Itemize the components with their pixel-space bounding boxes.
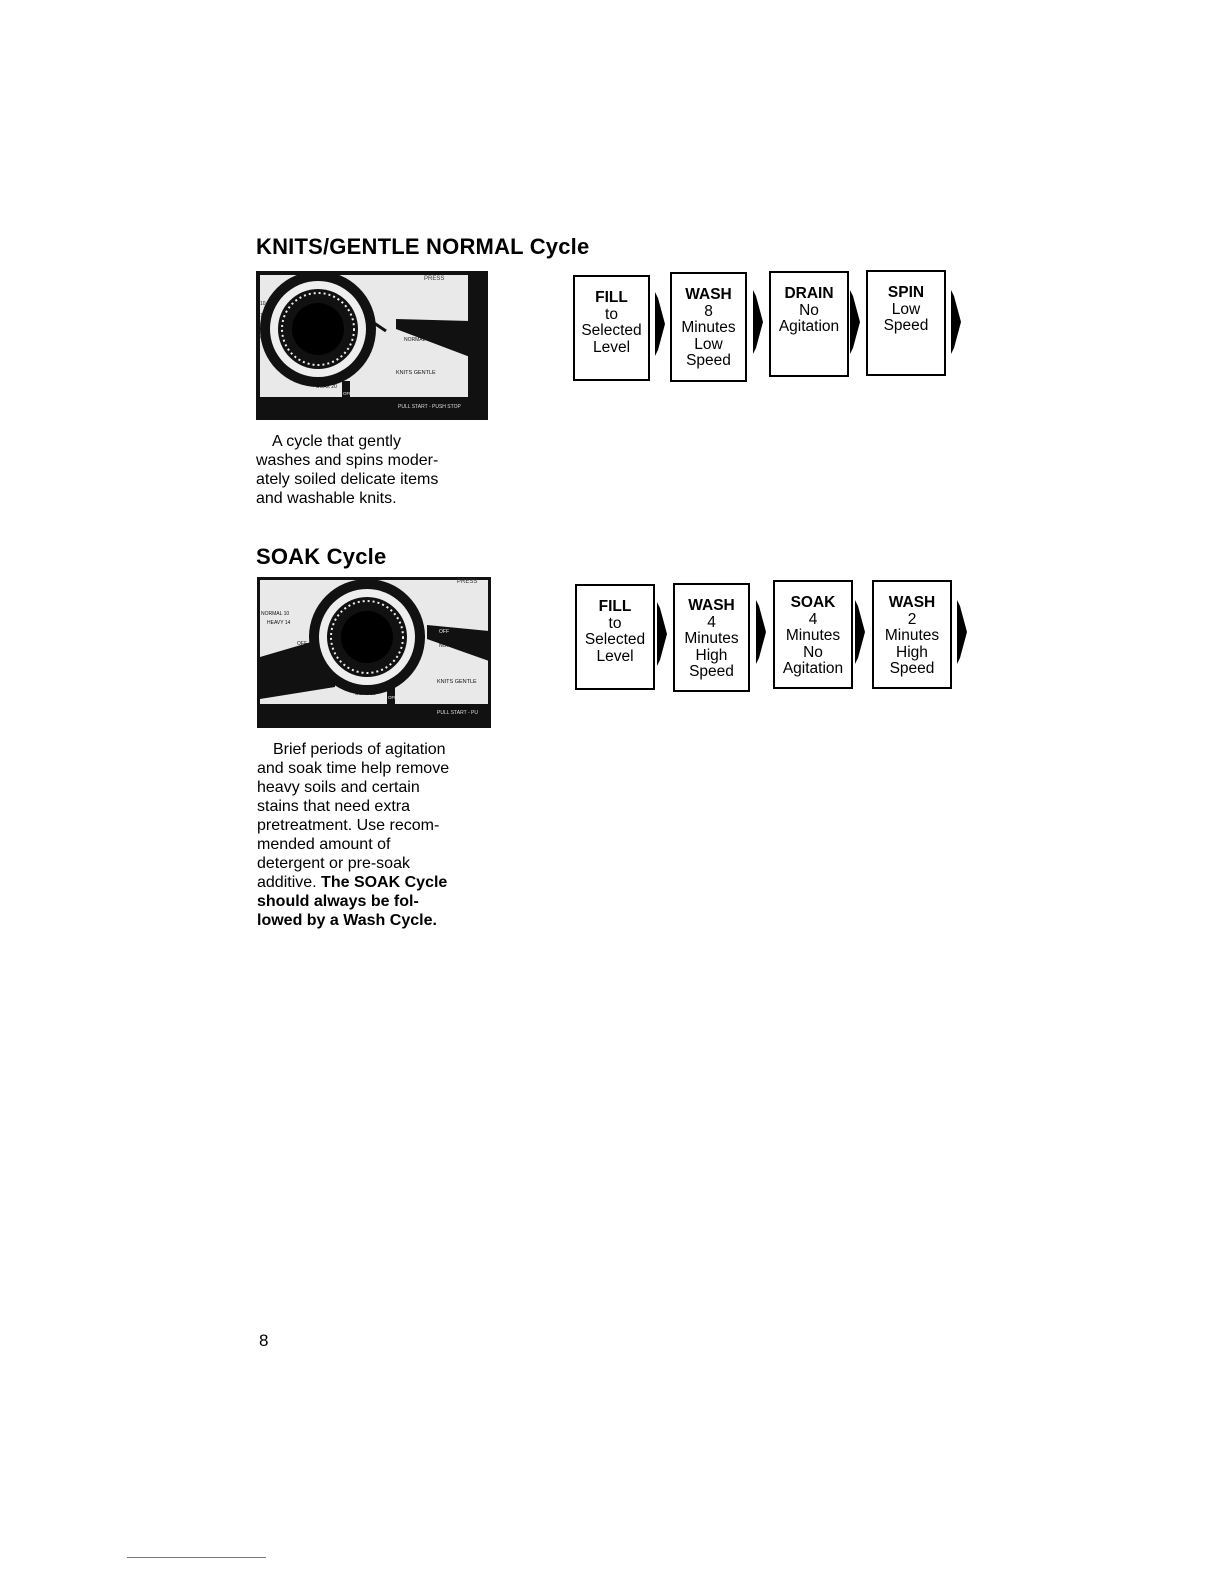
section-title-soak: SOAK Cycle — [256, 544, 387, 569]
step-line: Speed — [883, 317, 929, 334]
knits-gentle-description — [256, 432, 492, 508]
step-line: 4 — [808, 610, 818, 628]
dial-right-label-1: NORMAL — [404, 337, 426, 343]
step-line: Minutes — [785, 627, 841, 644]
arrow-right-icon — [654, 292, 666, 356]
description-bold-line: lowed by a Wash Cycle. — [257, 912, 437, 929]
description-line: A cycle that gently — [272, 433, 401, 450]
dial-left-label-1: 10 — [260, 301, 266, 307]
step-line: Agitation — [778, 318, 840, 335]
step-line: 4 — [707, 613, 716, 631]
description-line: stains that need extra — [257, 798, 410, 815]
description-line: additive. — [257, 874, 317, 891]
description-bold-line: The SOAK Cycle — [321, 874, 448, 891]
dial-left-label-3: OFF — [297, 641, 307, 647]
step-box — [872, 580, 952, 689]
description-bold-line: should always be fol- — [257, 893, 419, 910]
step-line: Level — [596, 647, 634, 665]
step-title: WASH — [888, 594, 936, 611]
step-line: 8 — [704, 302, 713, 320]
step-line: Minutes — [681, 319, 736, 336]
dial-right-label-1: OFF — [439, 629, 449, 635]
step-line: Minutes — [884, 627, 940, 644]
step-title: SPIN — [887, 284, 925, 301]
dial-soak-label: SOAK 20 — [355, 691, 376, 697]
step-box — [673, 583, 750, 692]
description-line: heavy soils and certain — [257, 779, 420, 796]
arrow-right-icon — [956, 600, 968, 664]
arrow-right-icon — [854, 600, 866, 664]
dial-left-label-2: 14 — [260, 313, 266, 319]
description-line: washes and spins moder- — [256, 452, 439, 469]
step-line: Speed — [889, 660, 935, 677]
step-line: Agitation — [782, 660, 844, 677]
step-title: WASH — [685, 286, 732, 303]
step-box — [773, 580, 853, 689]
section-title-knits-gentle: KNITS/GENTLE NORMAL Cycle — [256, 234, 590, 259]
step-box — [866, 270, 946, 376]
step-line: No — [799, 301, 819, 319]
dial-left-label-2: HEAVY 14 — [267, 620, 291, 626]
step-line: Selected — [581, 322, 642, 339]
arrow-right-icon — [849, 290, 861, 354]
arrow-right-icon — [656, 602, 668, 666]
description-line: and soak time help remove — [257, 760, 450, 777]
step-box — [575, 584, 655, 690]
soak-dial-illustration — [257, 577, 491, 728]
description-line: and washable knits. — [256, 490, 397, 507]
step-line: High — [695, 646, 728, 664]
description-line: ately soiled delicate items — [256, 471, 439, 488]
description-line: Brief periods of agitation — [273, 741, 446, 758]
dial-off-label: OFF — [388, 695, 397, 700]
dial-left-label-1: NORMAL 10 — [261, 611, 290, 617]
step-line: Speed — [689, 663, 734, 680]
description-line: mended amount of — [257, 836, 391, 853]
step-box — [670, 272, 747, 382]
soak-description — [257, 740, 497, 930]
dial-top-label: PRESS — [424, 276, 445, 282]
step-box — [769, 271, 849, 377]
step-line: to — [608, 614, 622, 632]
step-line: Selected — [584, 631, 646, 648]
dial-top-label: PRESS — [457, 579, 478, 585]
step-title: FILL — [595, 289, 628, 306]
step-line: No — [803, 643, 823, 661]
step-line: Low — [694, 335, 723, 353]
footer-rule — [127, 1557, 266, 1558]
step-line: 2 — [907, 610, 917, 628]
step-box — [573, 275, 650, 381]
dial-off-label: OFF — [343, 391, 352, 396]
dial-right-label-2: KNITS GENTLE — [396, 370, 436, 376]
step-title: DRAIN — [784, 285, 834, 302]
step-line: Minutes — [684, 630, 739, 647]
dial-right-label-3: KNITS GENTLE — [437, 679, 477, 685]
arrow-right-icon — [755, 600, 767, 664]
description-line: pretreatment. Use recom- — [257, 817, 440, 834]
step-line: High — [896, 643, 928, 661]
description-line: detergent or pre-soak — [257, 855, 410, 872]
arrow-right-icon — [950, 290, 962, 354]
arrow-right-icon — [752, 290, 764, 354]
step-line: to — [605, 305, 618, 323]
dial-soak-label: SOAK 20 — [316, 384, 337, 390]
page-number: 8 — [259, 1331, 269, 1350]
dial-bottom-label: PULL START - PUSH STOP — [398, 404, 461, 410]
dial-left-label-3: OFF — [260, 335, 270, 341]
dial-bottom-label: PULL START - PU — [437, 710, 478, 716]
step-title: WASH — [688, 597, 735, 614]
step-line: Low — [891, 300, 921, 318]
step-line: Speed — [686, 352, 731, 369]
step-title: SOAK — [790, 594, 836, 611]
step-line: Level — [592, 338, 631, 356]
step-title: FILL — [598, 598, 632, 615]
dial-right-label-2: NORMAL — [439, 643, 461, 649]
knits-gentle-dial-illustration — [256, 271, 488, 420]
